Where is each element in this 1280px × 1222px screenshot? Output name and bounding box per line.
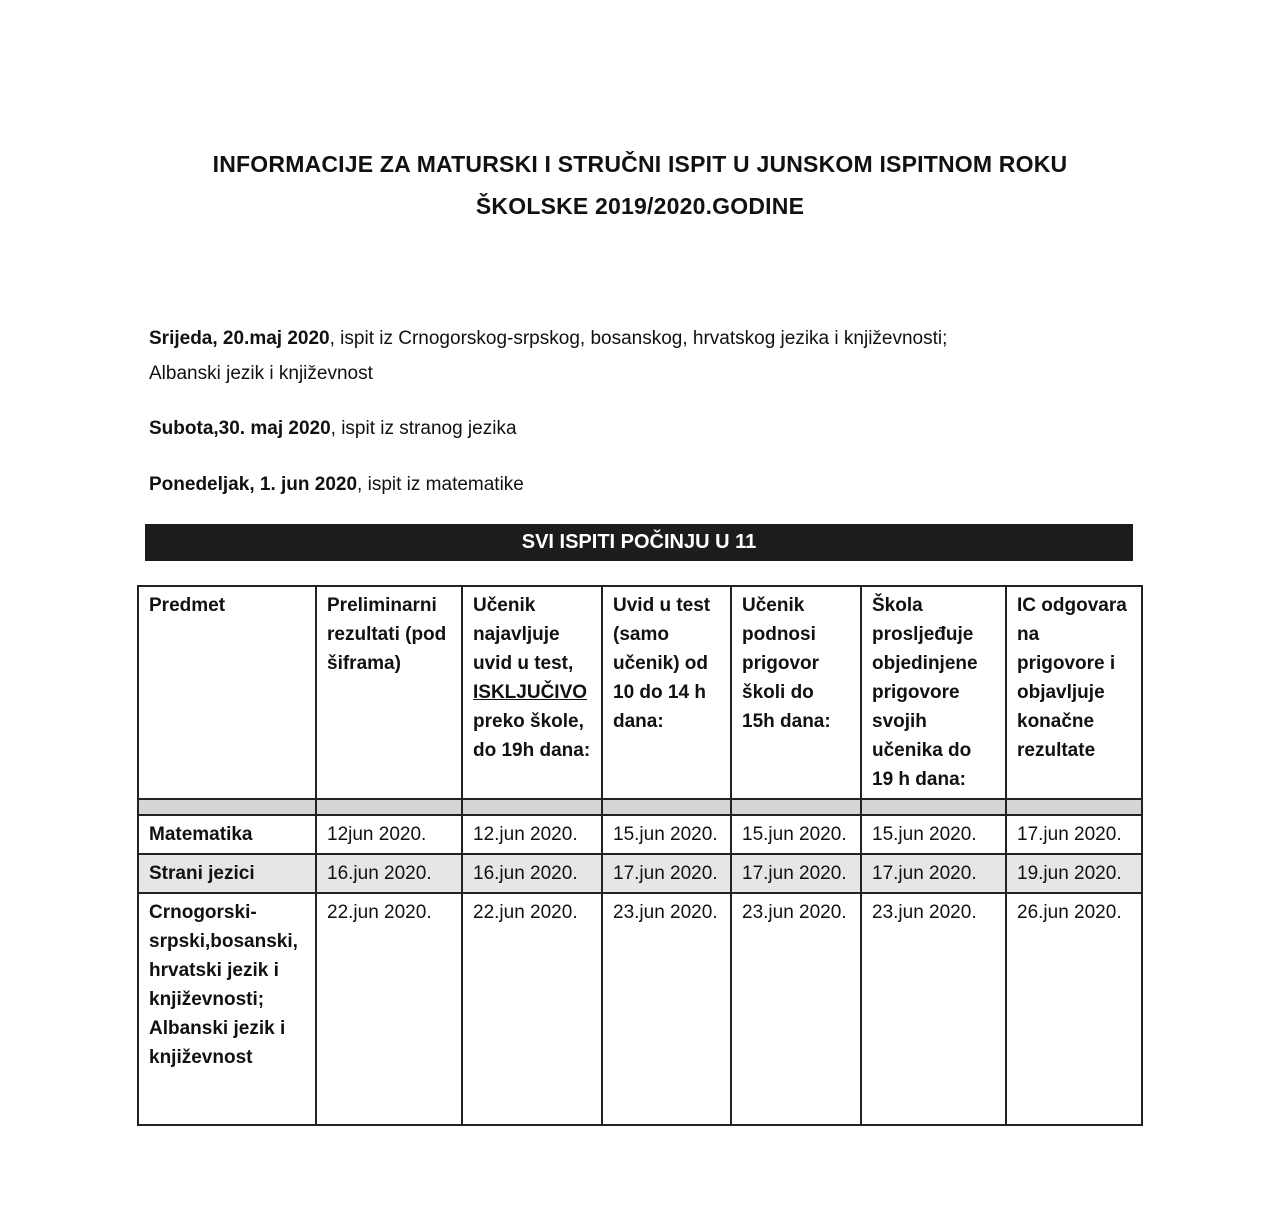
table-row [138,815,1142,854]
subject-cell: Crnogorski-srpski,bosanski, hrvatski jezik i književnosti; Albanski jezik i književnost [138,893,316,1125]
header-cell-school-forward: Škola prosljeđuje objedinjene prigovore svojih učenika do 19 h dana: [861,586,1006,799]
date-cell: 15.jun 2020. [861,815,1006,854]
spacer-cell [138,799,316,815]
header-text: preko škole, do 19h dana: [473,711,591,761]
exam-item-2 [149,412,517,446]
date-cell: 12jun 2020. [316,815,462,854]
date-cell: 23.jun 2020. [861,893,1006,1125]
exam-description: , ispit iz Crnogorskog-srpskog, bosanskog, hrvatskog jezika i književnosti; [329,328,948,349]
header-underlined-word: ISKLJUČIVO [473,682,588,703]
date-cell: 19.jun 2020. [1006,854,1142,893]
spacer-cell [316,799,462,815]
date-cell: 17.jun 2020. [861,854,1006,893]
date-cell: 17.jun 2020. [1006,815,1142,854]
header-cell-subject: Predmet [138,586,316,799]
header-cell-announce [462,586,602,799]
date-cell: 15.jun 2020. [731,815,861,854]
table-row [138,854,1142,893]
date-cell: 16.jun 2020. [462,854,602,893]
spacer-cell [861,799,1006,815]
exam-date: Srijeda, 20.maj 2020 [149,328,330,349]
subject-cell: Strani jezici [138,854,316,893]
date-cell: 12.jun 2020. [462,815,602,854]
header-cell-final: IC odgovara na prigovore i objavljuje konačne rezultate [1006,586,1142,799]
date-cell: 22.jun 2020. [462,893,602,1125]
date-cell: 23.jun 2020. [731,893,861,1125]
date-cell: 17.jun 2020. [731,854,861,893]
date-cell: 26.jun 2020. [1006,893,1142,1125]
exam-item-3 [149,468,524,502]
date-cell: 17.jun 2020. [602,854,731,893]
table-row [138,893,1142,1125]
table-spacer-row [138,799,1142,815]
exam-date: Ponedeljak, 1. jun 2020 [149,474,358,495]
header-cell-preliminary: Preliminarni rezultati (pod šiframa) [316,586,462,799]
date-cell: 23.jun 2020. [602,893,731,1125]
exam-description: , ispit iz stranog jezika [330,418,517,439]
spacer-cell [602,799,731,815]
header-text: Učenik najavljuje uvid u test, [473,595,574,674]
schedule-table [137,585,1143,1126]
subject-cell: Matematika [138,815,316,854]
page-title-line2: ŠKOLSKE 2019/2020.GODINE [475,193,805,219]
exam-date: Subota,30. maj 2020 [149,418,331,439]
date-cell: 16.jun 2020. [316,854,462,893]
spacer-cell [731,799,861,815]
spacer-cell [462,799,602,815]
date-cell: 15.jun 2020. [602,815,731,854]
table-header-row [138,586,1142,799]
spacer-cell [1006,799,1142,815]
date-cell: 22.jun 2020. [316,893,462,1125]
exam-item-1-continuation: Albanski jezik i književnost [149,363,373,384]
page-title-line1: INFORMACIJE ZA MATURSKI I STRUČNI ISPIT U JUNSKOM ISPITNOM ROKU [212,151,1068,177]
exam-description: , ispit iz matematike [357,474,524,495]
header-cell-complaint: Učenik podnosi prigovor školi do 15h dana: [731,586,861,799]
header-cell-inspection: Uvid u test (samo učenik) od 10 do 14 h dana: [602,586,731,799]
start-time-banner: SVI ISPITI POČINJU U 11 [145,524,1133,561]
exam-item-1 [149,322,947,356]
